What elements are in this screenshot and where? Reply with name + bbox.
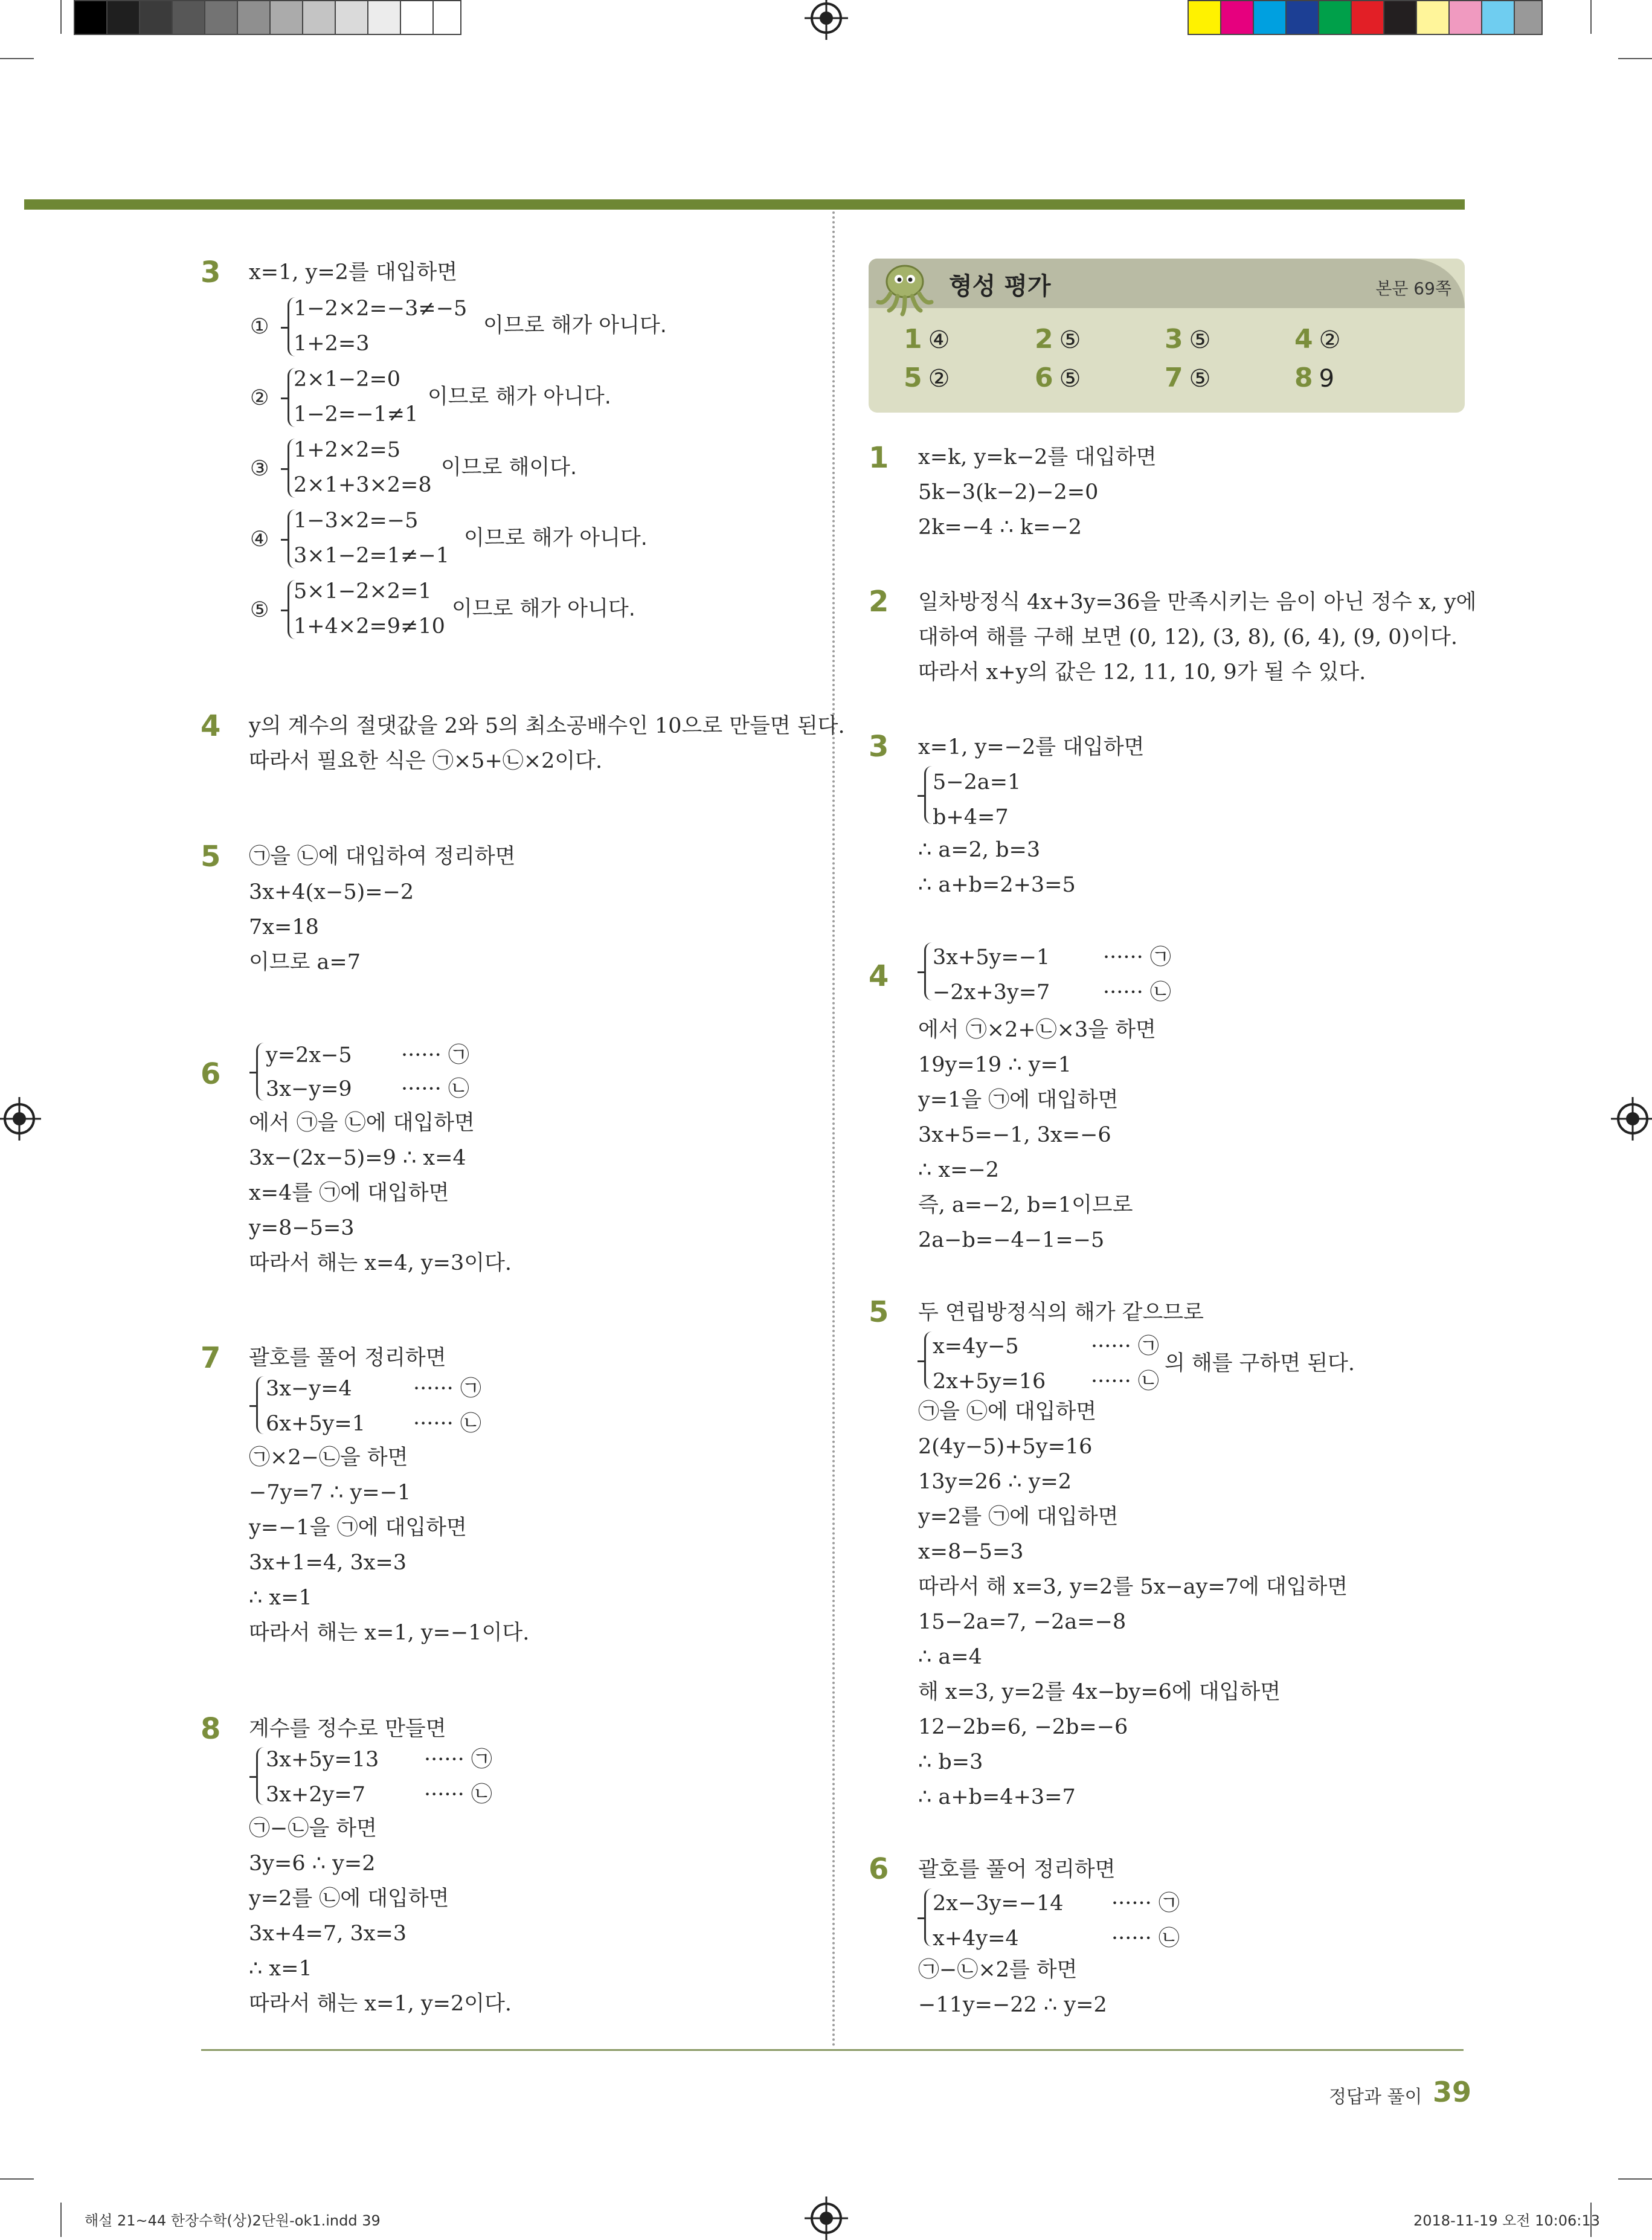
formative-assessment-box [869,259,1465,413]
choice-mark: ③ [250,457,269,481]
equation: y=2x−5 [266,1043,352,1067]
equation: 3x+2y=7 [266,1783,365,1807]
equation: 2x−3y=−14 [933,1891,1064,1916]
equation-label: ······ ㉡ [424,1783,492,1807]
equation-label: ······ ㉠ [1111,1891,1180,1916]
problem-number: 3 [869,730,889,764]
result-text: 이므로 해이다. [441,455,577,480]
solution-line: 12−2b=6, −2b=−6 [918,1715,1128,1739]
solution-line: y=1을 ㉠에 대입하면 [918,1088,1119,1112]
answer-item: 7 ⑤ [1165,362,1211,393]
registration-mark-icon [811,2203,842,2234]
column-divider [832,211,835,2048]
problem-number: 3 [201,256,221,289]
equation: 3x+5y=13 [266,1748,379,1772]
solution-line: 에서 ㉠을 ㉡에 대입하면 [249,1111,475,1135]
choice-mark: ④ [250,527,269,552]
equation: 3x−y=4 [266,1377,352,1401]
solution-line: ∴ a=2, b=3 [918,838,1041,862]
system-brace [256,1376,264,1434]
header-rule [24,199,1465,210]
solution-line: y=2를 ㉠에 대입하면 [918,1505,1119,1529]
solution-line: 따라서 필요한 식은 ㉠×5+㉡×2이다. [249,749,603,773]
solution-line: 7x=18 [249,915,319,939]
equation: 1−3×2=−5 [294,509,419,533]
equation: 2x+5y=16 [933,1369,1046,1394]
equation: 1+2×2=5 [294,438,401,462]
result-text: 이므로 해가 아니다. [428,385,611,409]
solution-line: 3x+4=7, 3x=3 [249,1922,407,1946]
solution-line: ㉠을 ㉡에 대입하여 정리하면 [249,845,516,869]
choice-mark: ② [250,386,269,410]
system-brace [256,1747,264,1805]
equation: 1+2=3 [294,332,370,356]
solution-line: ∴ a=4 [918,1645,982,1669]
equation-label: ······ ㉠ [424,1748,492,1772]
problem-intro: x=1, y=−2를 대입하면 [918,735,1145,759]
solution-line: 3x−(2x−5)=9 ∴ x=4 [249,1146,466,1170]
solution-line: 2k=−4 ∴ k=−2 [918,515,1082,539]
equation: 1+4×2=9≠10 [294,614,445,639]
answer-item: 4 ② [1294,324,1341,355]
registration-mark-icon [1617,1103,1648,1134]
crop-mark [0,2178,34,2180]
solution-line: ∴ a+b=2+3=5 [918,873,1076,897]
footer-section-label: 정답과 풀이 [1329,2087,1422,2108]
print-slug-left: 해설 21~44 한장수학(상)2단원-ok1.indd 39 [85,2212,381,2229]
equation: 2×1+3×2=8 [294,473,432,497]
crop-mark [60,0,62,34]
problem-number: 4 [201,709,221,743]
system-brace [924,766,932,824]
solution-line: ∴ x=1 [249,1586,312,1610]
equation: 5×1−2×2=1 [294,579,432,603]
solution-line: 따라서 해는 x=4, y=3이다. [249,1251,512,1275]
equation: 3x+5y=−1 [933,945,1050,970]
problem-intro: 두 연립방정식의 해가 같으므로 [918,1301,1204,1325]
section-title: 형성 평가 [949,272,1051,300]
registration-mark-icon [811,2,842,34]
solution-line: 따라서 해 x=3, y=2를 5x−ay=7에 대입하면 [918,1575,1348,1599]
solution-line: ㉠을 ㉡에 대입하면 [918,1400,1097,1424]
choice-mark: ① [250,315,269,339]
solution-line: 따라서 해는 x=1, y=−1이다. [249,1621,530,1645]
equation-label: ······ ㉠ [401,1043,469,1067]
solution-line: 해 x=3, y=2를 4x−by=6에 대입하면 [918,1680,1281,1704]
solution-line: ㉠−㉡×2를 하면 [918,1958,1078,1982]
solution-line: ∴ b=3 [918,1750,983,1774]
crop-mark [1590,0,1592,34]
problem-number: 1 [869,441,889,475]
solution-line: 에서 ㉠×2+㉡×3을 하면 [918,1018,1156,1042]
system-brace [924,1888,932,1946]
answer-item: 5 ② [904,362,950,393]
equation-label: ······ ㉡ [413,1412,481,1436]
system-brace [256,1043,264,1101]
registration-mark-icon [4,1103,35,1134]
solution-line: 2a−b=−4−1=−5 [918,1228,1105,1252]
system-brace [924,1331,932,1389]
octopus-mascot-icon [873,259,940,319]
solution-line: 3x+1=4, 3x=3 [249,1551,407,1575]
page-number: 39 [1433,2076,1472,2108]
equation-label: ······ ㉠ [1103,945,1171,970]
solution-line: 3x+4(x−5)=−2 [249,880,414,904]
equation: b+4=7 [933,805,1009,829]
answer-item: 6 ⑤ [1035,362,1081,393]
solution-line: 즉, a=−2, b=1이므로 [918,1193,1133,1217]
result-text: 이므로 해가 아니다. [452,597,635,621]
problem-intro: 계수를 정수로 만들면 [249,1717,446,1741]
solution-line: 5k−3(k−2)−2=0 [918,480,1099,504]
solution-line: −7y=7 ∴ y=−1 [249,1481,411,1505]
solution-line: 15−2a=7, −2a=−8 [918,1610,1127,1634]
solution-line: 3x+5=−1, 3x=−6 [918,1123,1111,1147]
answer-item: 2 ⑤ [1035,324,1081,355]
solution-line: ㉠−㉡을 하면 [249,1817,377,1841]
equation-label: ······ ㉠ [1091,1334,1159,1359]
solution-line: ∴ x=−2 [918,1158,1000,1182]
solution-line: 19y=19 ∴ y=1 [918,1053,1072,1077]
problem-number: 6 [201,1057,221,1091]
equation: 5−2a=1 [933,770,1021,794]
result-text: 이므로 해가 아니다. [483,314,667,338]
problem-number: 7 [201,1341,221,1375]
solution-line: 3y=6 ∴ y=2 [249,1852,376,1876]
solution-line: ∴ x=1 [249,1957,312,1981]
system-brace [924,942,932,1000]
choice-mark: ⑤ [250,598,269,622]
answer-item: 8 9 [1294,362,1335,393]
crop-mark [1618,58,1652,59]
solution-line: x=k, y=k−2를 대입하면 [918,445,1157,469]
equation-label: ······ ㉡ [1091,1369,1159,1394]
problem-number: 6 [869,1852,889,1886]
answer-item: 1 ④ [904,324,950,355]
solution-line: y=8−5=3 [249,1216,355,1240]
footer-rule [201,2049,1464,2051]
page-reference: 본문 69쪽 [1375,278,1451,298]
problem-number: 4 [869,959,889,993]
problem-number: 2 [869,585,889,619]
equation: x+4y=4 [933,1926,1019,1951]
solution-line: x=4를 ㉠에 대입하면 [249,1181,449,1205]
solution-line: x=8−5=3 [918,1540,1024,1564]
crop-mark [60,2203,62,2237]
print-slug-right: 2018-11-19 오전 10:06:13 [1413,2212,1600,2229]
result-text: 의 해를 구하면 된다. [1165,1351,1355,1376]
equation: 3x−y=9 [266,1077,352,1101]
equation: 1−2×2=−3≠−5 [294,297,468,321]
solution-line: 일차방정식 4x+3y=36을 만족시키는 음이 아닌 정수 x, y에 [918,590,1477,614]
solution-line: ∴ a+b=4+3=7 [918,1785,1076,1809]
answer-item: 3 ⑤ [1165,324,1211,355]
result-text: 이므로 해가 아니다. [464,526,648,550]
solution-line: 따라서 해는 x=1, y=2이다. [249,1992,512,2016]
equation: x=4y−5 [933,1334,1019,1359]
solution-line: 이므로 a=7 [249,950,361,974]
crop-mark [0,58,34,59]
solution-line: 대하여 해를 구해 보면 (0, 12), (3, 8), (6, 4), (9, 0)이다. [918,625,1458,649]
problem-number: 5 [201,840,221,874]
equation: −2x+3y=7 [933,980,1050,1005]
solution-line: 13y=26 ∴ y=2 [918,1470,1072,1494]
crop-mark [1618,2178,1652,2180]
problem-intro: 괄호를 풀어 정리하면 [249,1346,446,1370]
problem-intro: 괄호를 풀어 정리하면 [918,1858,1116,1882]
problem-number: 5 [869,1295,889,1329]
equation-label: ······ ㉡ [1103,980,1171,1005]
equation: 3×1−2=1≠−1 [294,544,449,568]
equation: 1−2=−1≠1 [294,402,419,426]
solution-line: 2(4y−5)+5y=16 [918,1435,1093,1459]
equation-label: ······ ㉡ [401,1077,469,1101]
equation: 2×1−2=0 [294,367,401,391]
equation-label: ······ ㉡ [1111,1926,1180,1951]
problem-intro: x=1, y=2를 대입하면 [249,260,458,285]
solution-line: 따라서 x+y의 값은 12, 11, 10, 9가 될 수 있다. [918,660,1366,684]
solution-line: y의 계수의 절댓값을 2와 5의 최소공배수인 10으로 만들면 된다. [249,714,845,738]
equation: 6x+5y=1 [266,1412,365,1436]
solution-line: −11y=−22 ∴ y=2 [918,1993,1107,2017]
solution-line: y=2를 ㉡에 대입하면 [249,1887,449,1911]
solution-line: ㉠×2−㉡을 하면 [249,1446,408,1470]
equation-label: ······ ㉠ [413,1377,481,1401]
problem-number: 8 [201,1712,221,1746]
solution-line: y=−1을 ㉠에 대입하면 [249,1516,467,1540]
